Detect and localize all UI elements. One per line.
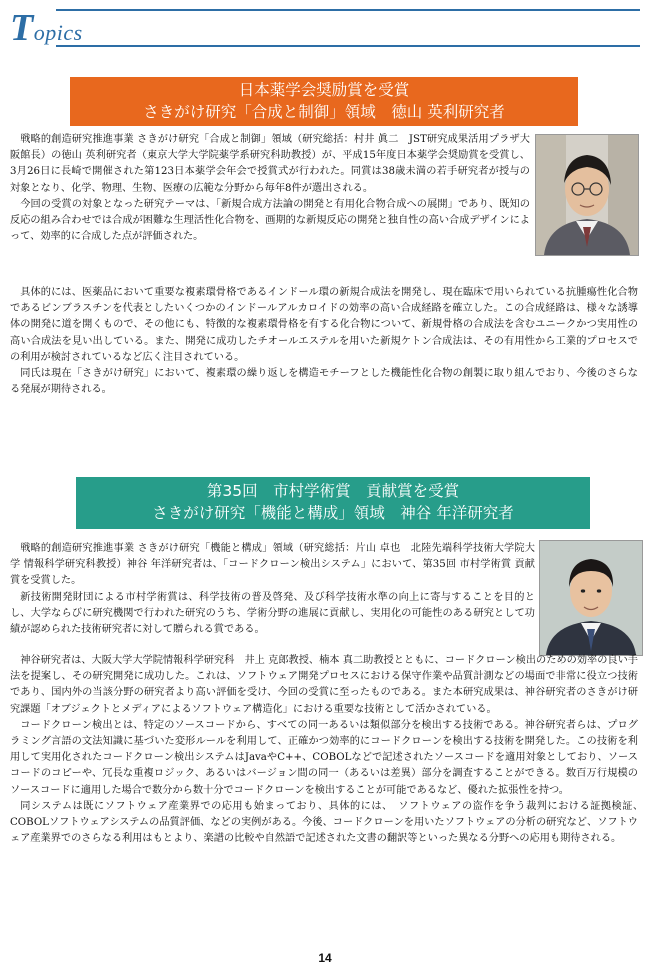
researcher-photo-kamiya bbox=[539, 540, 643, 656]
header-rule-top bbox=[56, 9, 640, 11]
article-1-paragraph: 具体的には、医薬品において重要な複素環骨格であるインドール環の新規合成法を開発し、現在臨床で用いられている抗腫瘍性化合物であるビンブラスチンを代表としたいくつかのインドールアルカロイドの効率の高い合成経路を確立した。この合成経路は、様々な誘導体の開発に道を開くもので、その他にも、特徴的な複素環骨格を有する化合物について、新規骨格の合成法を含むユニークかつ実用性の高い合成法を見い出している。また、開発に成功したチオールエステルを用いた新規ケトン合成法は、その有用性から工業的プロセスでの利用が検討されているなど広く注目されている。 bbox=[10, 287, 638, 363]
researcher-photo-tokuyama bbox=[535, 134, 639, 256]
article-1-banner bbox=[70, 77, 578, 126]
topics-heading-initial: T bbox=[10, 7, 34, 49]
article-2-paragraph: 神谷研究者は、大阪大学大学院情報科学研究科 井上 克郎教授、楠本 真二助教授とともに、コードクローン検出のための効率の良い手法を提案し、その研究開発に成功した。これは、ソフトウェア開発プロセスにおける保守作業や品質計測などの場面で非常に役立つ技術であり、国内外の当該分野の研究者より高い評価を受け、今回の受賞に至ったものである。また本研究成果は、神谷研究者のさきがけ研究課題「オブジェクトとメディアによるソフトウェア構造化」における重要な技術として活かされている。 bbox=[10, 655, 638, 715]
article-1-intro bbox=[10, 132, 530, 245]
page-header bbox=[0, 0, 650, 50]
article-1-paragraph: 今回の受賞の対象となった研究テーマは、「新規合成方法論の開発と有用化合物合成への展開」であり、既知の反応の組み合わせでは合成が困難な生理活性化合物を、画期的な新規反応の開発と独自性の高い合成デザインによって、効率的に合成した点が評価された。 bbox=[10, 198, 530, 243]
topics-heading-rest: opics bbox=[33, 20, 83, 45]
article-1-headline: 日本薬学会奨励賞を受賞 bbox=[238, 81, 410, 99]
article-2-paragraph: 戦略的創造研究推進事業 さきがけ研究「機能と構成」領域（研究総括：片山 卓也 北陸先端科学技術大学院大学 情報科学研究科教授）神谷 年洋研究者は、「コードクローン検出システム」において、第35回 市村学術賞 貢献賞を受賞した。 bbox=[10, 543, 535, 587]
article-2-intro bbox=[10, 541, 535, 638]
article-2-headline: 第35回 市村学術賞 貢献賞を受賞 bbox=[206, 482, 460, 500]
article-2-paragraph: 新技術開発財団による市村学術賞は、科学技術の普及啓発、及び科学技術水準の向上に寄与することを目的とし、大学ならびに研究機関で行われた研究のうち、学術分野の進展に貢献し、実用化の可能性のある研究として功績が認められた技術研究者に対して贈られる賞である。 bbox=[10, 591, 535, 636]
article-1-paragraph: 同氏は現在「さきがけ研究」において、複素環の繰り返しを構造モチーフとした機能性化合物の創製に取り組んでおり、今後のさらなる発展が期待される。 bbox=[10, 368, 638, 396]
article-1-paragraph: 戦略的創造研究推進事業 さきがけ研究「合成と制御」領域（研究総括：村井 眞二 JST研究成果活用プラザ大阪館長）の徳山 英利研究者（東京大学大学院薬学系研究科助教授）が、平成15年度日本薬学会奨励賞を受賞し、3月26日に長崎で開催された第123日本薬学会年会で授賞式が行われた。同賞は38歳未満の若手研究者が授与の対象となり、化学、物理、生物、医療の広範な分野から毎年8件が選出される。 bbox=[10, 134, 530, 194]
page-number: 14 bbox=[318, 951, 332, 965]
topics-heading bbox=[10, 6, 83, 50]
article-2-paragraph: コードクローン検出とは、特定のソースコードから、すべての同一あるいは類似部分を検出する技術である。神谷研究者らは、プログラミング言語の文法知識に基づいた変形ルールを利用して、正確かつ効率的にコードクローンを検出する技術を開発した。この技術を利用して実用化されたコードクローン検出システムはJavaやC++、COBOLなどで記述されたソースコードを適用対象としており、ソースコードのコピーや、冗長な重複ロジック、あるいはバージョン間の同一（あるいは差異）部分を調査することができる。数百万行規模のソースコードに適用した場合で数分から数十分でコードクローンを検出することが可能であるなど、優れた拡張性を持つ。 bbox=[10, 719, 638, 796]
header-rule-bottom bbox=[56, 45, 640, 47]
portrait-icon bbox=[540, 541, 642, 655]
article-1-subheadline: さきがけ研究「合成と制御」領域 徳山 英利研究者 bbox=[143, 103, 505, 121]
portrait-icon bbox=[536, 135, 638, 255]
article-2-subheadline: さきがけ研究「機能と構成」領域 神谷 年洋研究者 bbox=[152, 504, 514, 522]
article-1-body bbox=[10, 285, 638, 398]
article-2-body bbox=[10, 653, 649, 847]
article-2-paragraph: 同システムは既にソフトウェア産業界での応用も始まっており、具体的には、 ソフトウェアの盗作を争う裁判における証拠検証、 COBOLソフトウェアシステムの品質評価、などの実例がある。今後、コードクローンを用いたソフトウェアの分析の研究など、ソフトウェア産業界でのさらなる利用はもとより、楽譜の比較や自然語で記述された文書の翻訳等といった異なる分野への応用も期待される。 bbox=[10, 800, 649, 845]
article-2-banner bbox=[76, 477, 590, 529]
